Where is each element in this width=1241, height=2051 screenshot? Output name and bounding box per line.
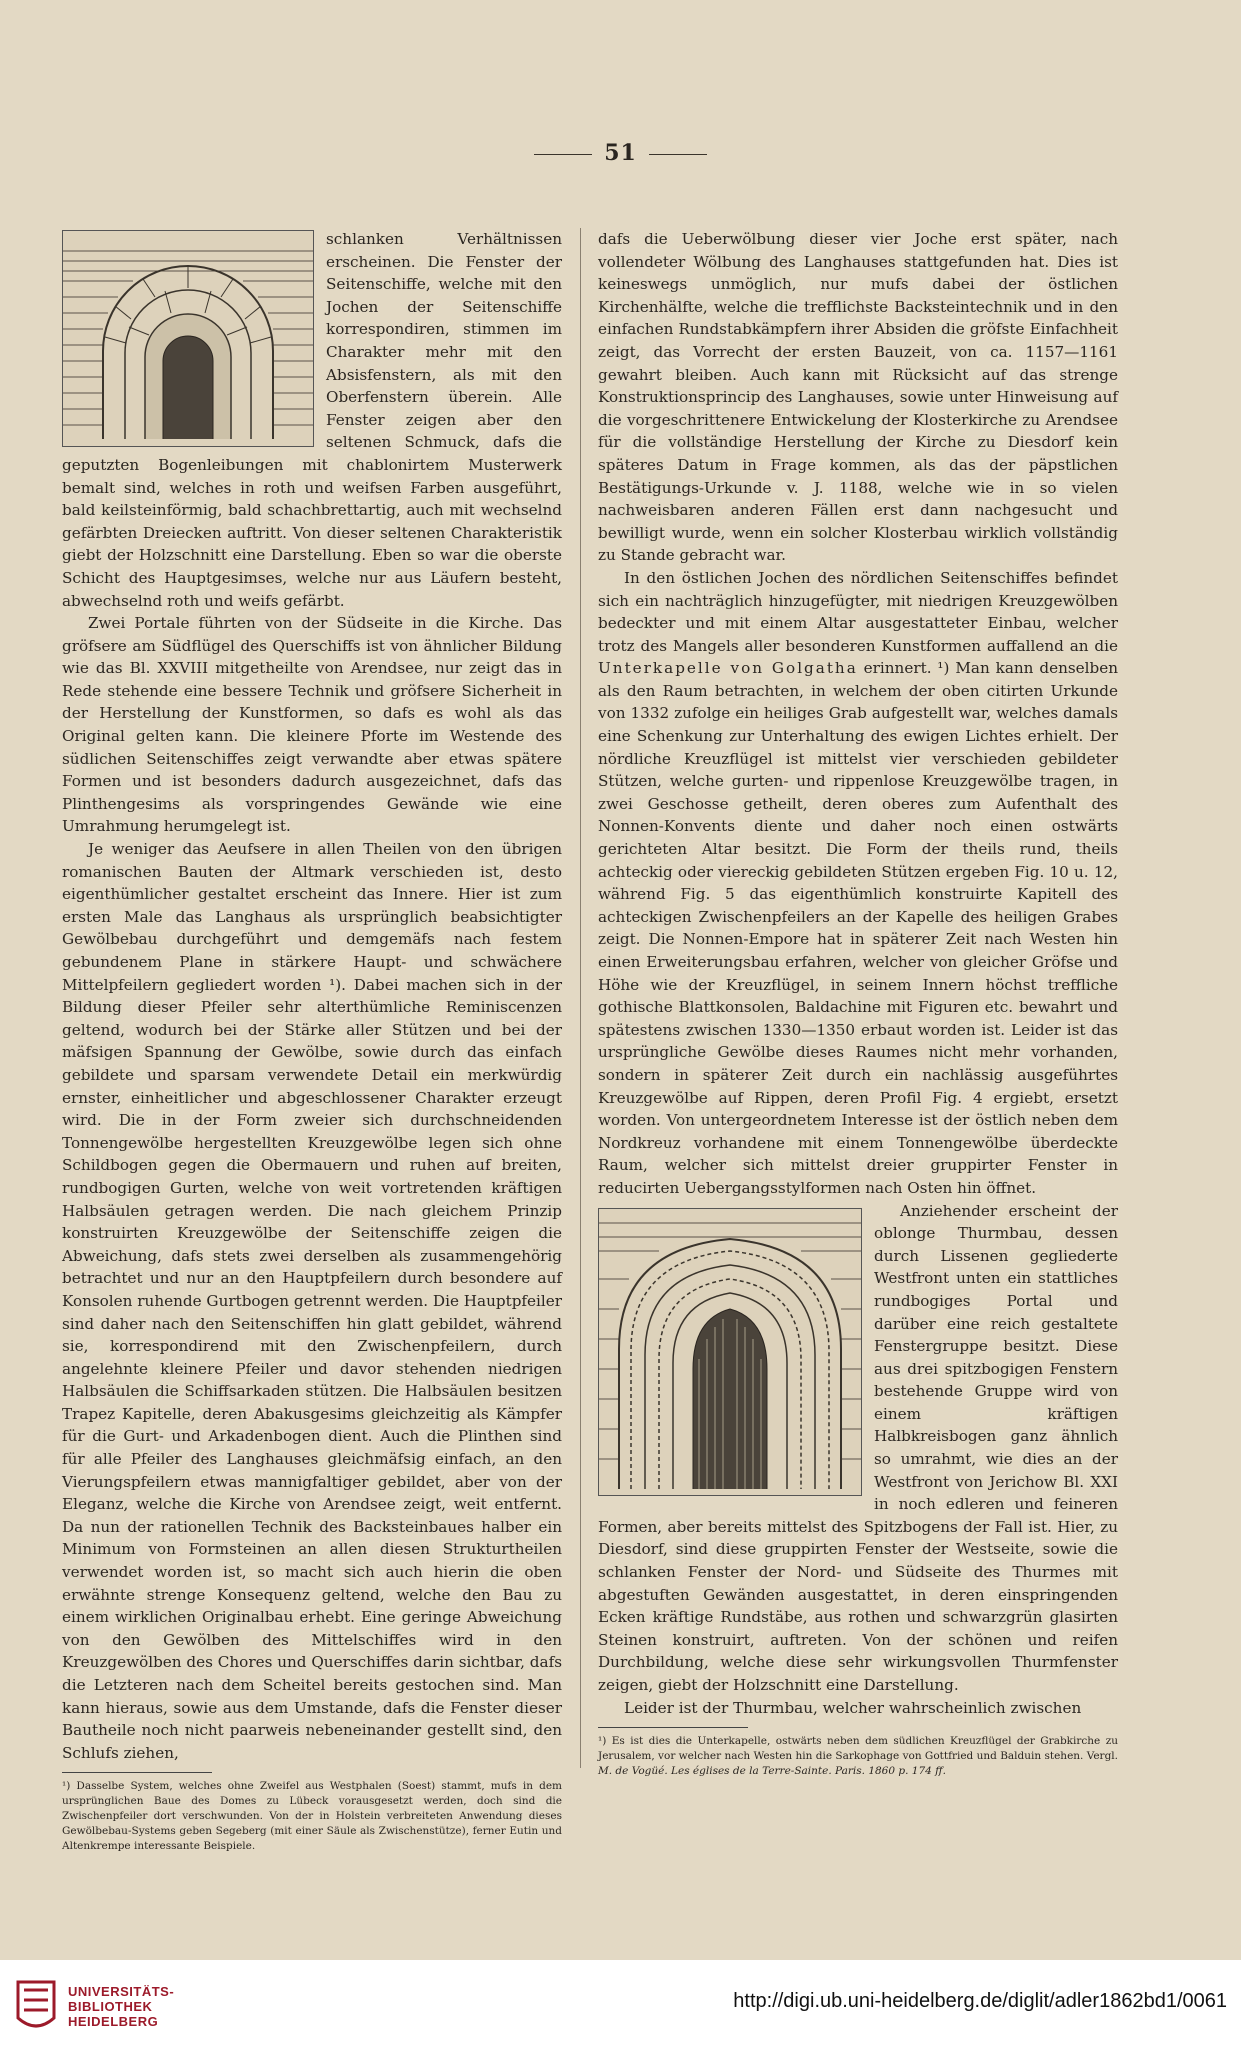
left-paragraph-1: schlanken Verhältnissen erscheinen. Die Fenster der Seitenschiffe, welche mit den Jochen der Seitenschiffe korrespondiren, stimmen im Charakter mehr mit den Absisfenstern, als mit den Oberfenstern überein. Alle Fenster zeigen aber den seltenen Schmuck, dafs die geputzten Bogenleibungen mit chablonirtem Musterwerk bemalt sind, welches in roth und weifsen Farben ausgeführt, bald keilsteinförmig, bald schachbrettartig, auch mit wechselnd gefärbten Dreiecken auftritt. Von dieser seltenen Charakteristik giebt der Holzschnitt eine Darstellung. Eben so war die oberste Schicht des Hauptgesimses, welche nur aus Läufern besteht, abwechselnd roth und weifs gefärbt.	[62, 230, 562, 610]
left-column	[62, 228, 562, 1854]
spaced-term: Unterkapelle von Golgatha	[598, 659, 858, 678]
right-column	[598, 228, 1118, 1779]
left-paragraph-2: Zwei Portale führten von der Südseite in die Kirche. Das gröfsere am Südflügel des Querschiffs ist von ähnlicher Bildung wie das Bl. XXVIII mitgetheilte von Arendsee, nur zeigt das in Rede stehende eine bessere Technik und gröfsere Sicherheit in der Herstellung der Kunstformen, so dafs es wohl als das Original gelten kann. Die kleinere Pforte im Westende des südlichen Seitenschiffes zeigt verwandte aber etwas spätere Formen und ist besonders dadurch ausgezeichnet, dafs das Plinthengesims als vorspringendes Gewände wie eine Umrahmung herumgelegt ist.	[62, 614, 562, 836]
right-paragraph-1: dafs die Ueberwölbung dieser vier Joche erst später, nach vollendeter Wölbung des Langhauses stattgefunden hat. Dies ist keineswegs unmöglich, nur mufs dabei der östlichen Kirchenhälfte, welche die trefflichste Backsteintechnik und in den einfachen Rundstabkämpfern ihrer Absiden die gröfste Einfachheit zeigt, das Vorrecht der ersten Bauzeit, von ca. 1157—1161 gewahrt bleiben. Auch kann mit Rücksicht auf das strenge Konstruktionsprincip des Langhauses, sowie unter Hinweisung auf die vorgeschrittenere Entwickelung der Klosterkirche zu Arendsee für die vollständige Herstellung der Kirche zu Diesdorf kein späteres Datum in Frage kommen, als das der päpstlichen Bestätigungs-Urkunde v. J. 1188, welche wie in so vielen nachweisbaren anderen Fällen erst dann nachgesucht und bewilligt wurde, wenn ein solcher Klosterbau wirklich vollständig zu Stande gebracht war.	[598, 230, 1118, 565]
woodcut-tower-windows	[598, 1208, 862, 1497]
library-logo-icon	[14, 1978, 58, 2034]
left-paragraph-3: Je weniger das Aeufsere in allen Theilen von den übrigen romanischen Bauten der Altmark verschieden ist, desto eigenthümlicher gestaltet erscheint das Innere. Hier ist zum ersten Male das Langhaus als ursprünglich beabsichtigter Gewölbebau durchgeführt und demgemäfs nach festem gebundenem Plane in stärkere Haupt- und schwächere Mittelpfeilern gegliedert worden ¹). Dabei machen sich in der Bildung dieser Pfeiler sehr alterthümliche Reminiscenzen geltend, wodurch bei der Stärke aller Stützen und bei der mäfsigen Spannung der Gewölbe, sowie durch das einfach gebildete und sparsam verwendete Detail ein merkwürdig ernster, einheitlicher und abgeschlossener Charakter erzeugt wird. Die in der Form zweier sich durchschneidenden Tonnengewölbe hergestellten Kreuzgewölbe legen sich ohne Schildbogen gegen die Obermauern und ruhen auf breiten, rundbogigen Gurten, welche von weit vortretenden kräftigen Halbsäulen getragen werden. Die nach gleichem Prinzip konstruirten Kreuzgewölbe der Seitenschiffe zeigen die Abweichung, dafs stets zwei derselben als zusammengehörig betrachtet und nur an den Hauptpfeilern durch besondere auf Konsolen ruhende Gurtbogen getrennt werden. Die Hauptpfeiler sind daher nach den Seitenschiffen hin glatt gebildet, während sie, korrespondirend mit den Zwischenpfeilern, durch angelehnte kleinere Pfeiler und davor stehenden niedrigen Halbsäulen die Schiffsarkaden stützen. Die Halbsäulen besitzen Trapez Kapitelle, deren Abakusgesims gleichzeitig als Kämpfer für die Gurt- und Arkadenbogen dient. Auch die Plinthen sind für alle Pfeiler des Langhauses gleichmäfsig einfach, an den Vierungspfeilern etwas mannigfaltiger gebildet, aber von der Eleganz, welche die Kirche von Arendsee zeigt, weit entfernt. Da nun der rationellen Technik des Backsteinbaues halber ein Minimum von Formsteinen an allen diesen Strukturtheilen verwendet worden ist, so macht sich auch hierin die oben erwähnte strenge Konsequenz geltend, welche den Bau zu einem wirklichen Originalbau erhebt. Eine geringe Abweichung von den Gewölben des Mittelschiffes wird in den Kreuzgewölben des Chores und Querschiffes darin sichtbar, dafs die Letzteren nach dem Scheitel bereits gestochen sind. Man kann hieraus, sowie aus dem Umstande, dafs die Fenster dieser Bautheile noch nicht paarweis nebeneinander gestellt sind, den Schlufs ziehen,	[62, 840, 562, 1762]
left-footnote: ¹) Dasselbe System, welches ohne Zweifel aus Westphalen (Soest) stammt, mufs in dem ursprünglichen Baue des Domes zu Lübeck vorausgesetzt werden, doch sind die Zwischenpfeiler dort verschwunden. Von der in Holstein verbreiteten Anwendung dieses Gewölbebau-Systems geben Segeberg (mit einer Säule als Zwischenstütze), ferner Eutin und Altenkrempe interessante Beispiele.	[62, 1780, 562, 1853]
right-paragraph-4: Leider ist der Thurmbau, welcher wahrscheinlich zwischen	[624, 1698, 1082, 1717]
page-number: 51	[0, 140, 1241, 166]
footer-bar	[0, 1960, 1241, 2051]
library-name: UNIVERSITÄTS- BIBLIOTHEK HEIDELBERG	[68, 1984, 175, 2029]
column-divider	[580, 228, 581, 1768]
woodcut-window-arch	[62, 230, 314, 447]
right-paragraph-2: In den östlichen Jochen des nördlichen Seitenschiffes befindet sich ein nachträglich hinzugefügter, mit niedrigen Kreuzgewölben bedeckter und mit einem Altar ausgestatteter Einbau, welcher trotz des Mangels aller besonderen Kunstformen auffallend an die Unterkapelle von Golgatha erinnert. ¹) Man kann denselben als den Raum betrachten, in welchem der oben citirten Urkunde von 1332 zufolge ein heiliges Grab aufgestellt war, welches damals eine Schenkung zur Unterhaltung des ewigen Lichtes erhielt. Der nördliche Kreuzflügel ist mittelst vier verschieden gebildeter Stützen, welche gurten- und rippenlose Kreuzgewölbe tragen, in zwei Geschosse getheilt, deren oberes zum Aufenthalt des Nonnen-Konvents diente und daher noch einen ostwärts gerichteten Altar besitzt. Die Form der theils rund, theils achteckig oder viereckig gebildeten Stützen ergeben Fig. 10 u. 12, während Fig. 5 das eigenthümlich konstruirte Kapitell des achteckigen Zwischenpfeilers an der Kapelle des heiligen Grabes zeigt. Die Nonnen-Empore hat in späterer Zeit nach Westen hin einen Erweiterungsbau erfahren, welcher von gleicher Gröfse und Höhe wie der Kreuzflügel, in seinem Innern höchst treffliche gothische Blattkonsolen, Baldachine mit Figuren etc. bewahrt und spätestens zwischen 1330—1350 erbaut worden ist. Leider ist das ursprüngliche Gewölbe dieses Raumes nicht mehr vorhanden, sondern in späterer Zeit durch ein nachlässig ausgeführtes Kreuzgewölbe auf Rippen, deren Profil Fig. 4 ergiebt, ersetzt worden. Von untergeordnetem Interesse ist der östlich neben dem Nordkreuz vorhandene mit einem Tonnengewölbe überdeckte Raum, welcher sich mittelst dreier gruppirter Fenster in reducirten Uebergangsstylformen nach Osten hin öffnet.	[598, 568, 1118, 1197]
right-paragraph-3: Anziehender erscheint der oblonge Thurmbau, dessen durch Lissenen gegliederte Westfront unten ein stattliches rundbogiges Portal und darüber eine reich gestaltete Fenstergruppe besitzt. Diese aus drei spitzbogigen Fenstern bestehende Gruppe wird von einem kräftigen Halbkreisbogen ganz ähnlich so umrahmt, wie dies an der Westfront von Jerichow Bl. XXI in noch edleren und feineren Formen, aber bereits mittelst des Spitzbogens der Fall ist. Hier, zu Diesdorf, sind diese gruppirten Fenster der Westseite, sowie die schlanken Fenster der Nord- und Südseite des Thurmes mit abgestuften Gewänden ausgestattet, in deren einspringenden Ecken kräftige Rundstäbe, aus rothen und schwarzgrün glasirten Steinen konstruirt, auftreten. Von der schönen und reifen Durchbildung, welche diese sehr wirkungsvollen Thurmfenster zeigen, giebt der Holzschnitt eine Darstellung.	[598, 1201, 1118, 1694]
source-url-link[interactable]: http://digi.ub.uni-heidelberg.de/diglit/adler1862bd1/0061	[733, 1990, 1227, 2012]
right-footnote: ¹) Es ist dies die Unterkapelle, ostwärts neben dem südlichen Kreuzflügel der Grabkirche zu Jerusalem, vor welcher nach Westen hin die Sarkophage von Gottfried und Balduin stehen. Vergl. M. de Vogüé. Les églises de la Terre-Sainte. Paris. 1860 p. 174 ff.	[598, 1735, 1118, 1778]
